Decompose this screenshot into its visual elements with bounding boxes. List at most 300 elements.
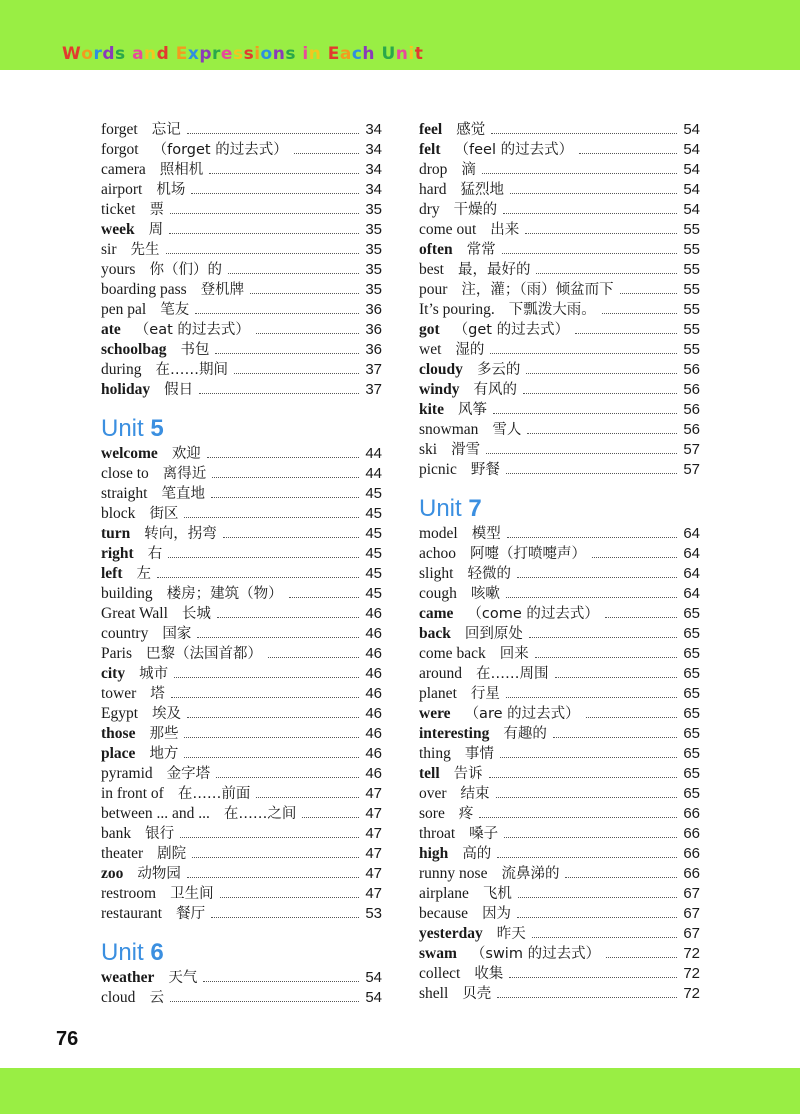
entry-meaning: 机场 [156, 182, 186, 198]
dot-leader [490, 352, 677, 354]
entry-meaning: 笔直地 [161, 486, 205, 502]
vocabulary-entry [419, 604, 700, 624]
entry-meaning: （forget 的过去式） [152, 142, 288, 158]
entry-word: ticket [101, 201, 136, 218]
entry-meaning: 飞机 [482, 886, 512, 902]
dot-leader [215, 352, 359, 354]
dot-leader [555, 676, 678, 678]
vocabulary-entry [101, 360, 382, 380]
dot-leader [509, 976, 677, 978]
entry-meaning: 动物园 [137, 866, 181, 882]
vocabulary-entry [101, 240, 382, 260]
entry-word: week [101, 221, 135, 238]
unit-number: 6 [143, 939, 164, 966]
entry-meaning: 模型 [471, 526, 501, 542]
entry-meaning: 塔 [150, 686, 165, 702]
entry-page-number: 67 [683, 885, 700, 902]
entry-meaning: 流鼻涕的 [501, 866, 560, 882]
vocabulary-entry [419, 624, 700, 644]
vocabulary-entry [419, 864, 700, 884]
vocabulary-entry [101, 200, 382, 220]
entry-page-number: 55 [683, 281, 700, 298]
entry-meaning: 欢迎 [171, 446, 201, 462]
dot-leader [525, 232, 677, 234]
entry-word: got [419, 321, 440, 338]
dot-leader [482, 172, 677, 174]
entry-meaning: 周 [148, 222, 164, 238]
entry-meaning: 金字塔 [166, 766, 211, 782]
dot-leader [197, 636, 359, 638]
entry-page-number: 57 [683, 461, 700, 478]
vocabulary-entry [101, 380, 382, 400]
entry-meaning: 回来 [499, 646, 529, 662]
vocabulary-entry [419, 724, 700, 744]
unit-number: 7 [461, 495, 482, 522]
page-banner-title [62, 44, 423, 64]
dot-leader [497, 856, 677, 858]
entry-page-number: 67 [683, 905, 700, 922]
vocabulary-entry [419, 904, 700, 924]
entry-meaning: 干燥的 [453, 202, 498, 218]
entry-meaning: 回到原处 [464, 626, 523, 642]
entry-word: boarding pass [101, 281, 187, 298]
entry-page-number: 66 [683, 825, 700, 842]
entry-word: felt [419, 141, 441, 158]
entry-page-number: 36 [365, 301, 382, 318]
entry-meaning: 转向，拐弯 [144, 526, 217, 542]
entry-page-number: 46 [365, 725, 382, 742]
entry-meaning: 在……期间 [155, 362, 228, 378]
entry-meaning: 多云的 [476, 362, 521, 378]
dot-leader [289, 596, 360, 598]
dot-leader [523, 392, 677, 394]
dot-leader [565, 876, 677, 878]
entry-meaning: 你（们）的 [149, 262, 222, 278]
vocabulary-entry [101, 744, 382, 764]
entry-meaning: 云 [149, 990, 164, 1006]
dot-leader [507, 536, 678, 538]
entry-meaning: 离得近 [162, 466, 207, 482]
dot-leader [228, 272, 359, 274]
entry-meaning: 卫生间 [170, 886, 214, 902]
entry-page-number: 35 [365, 201, 382, 218]
dot-leader [553, 736, 677, 738]
dot-leader [203, 980, 359, 982]
entry-word: close to [101, 465, 149, 482]
vocabulary-entry [101, 340, 382, 360]
vocabulary-entry [101, 320, 382, 340]
dot-leader [479, 816, 677, 818]
entry-page-number: 56 [683, 421, 700, 438]
vocabulary-entry [419, 420, 700, 440]
entry-page-number: 54 [683, 161, 700, 178]
entry-page-number: 55 [683, 221, 700, 238]
entry-page-number: 35 [365, 221, 382, 238]
dot-leader [199, 392, 359, 394]
entry-page-number: 65 [683, 725, 700, 742]
dot-leader [211, 916, 359, 918]
dot-leader [234, 372, 359, 374]
entry-meaning: 出来 [490, 222, 520, 238]
vocabulary-entry [419, 524, 700, 544]
entry-word: building [101, 585, 153, 602]
dot-leader [184, 516, 359, 518]
entry-word: cloud [101, 989, 136, 1006]
vocabulary-entry [419, 684, 700, 704]
vocabulary-entry [419, 120, 700, 140]
entry-word: were [419, 705, 451, 722]
entry-meaning: 因为 [482, 906, 512, 922]
entry-meaning: 告诉 [453, 766, 483, 782]
entry-page-number: 47 [365, 885, 382, 902]
dot-leader [503, 212, 677, 214]
vocabulary-entry [101, 804, 382, 824]
entry-word: ate [101, 321, 121, 338]
dot-leader [526, 372, 677, 374]
entry-word: between ... and ... [101, 805, 210, 822]
dot-leader [211, 496, 359, 498]
entry-page-number: 56 [683, 401, 700, 418]
entry-word: pyramid [101, 765, 153, 782]
entry-meaning: 下瓢泼大雨。 [508, 302, 596, 318]
entry-meaning: 感觉 [456, 122, 486, 138]
dot-leader [586, 716, 678, 718]
entry-word: come back [419, 645, 486, 662]
dot-leader [536, 272, 677, 274]
vocabulary-entry [419, 460, 700, 480]
entry-page-number: 45 [365, 505, 382, 522]
vocabulary-entry [419, 200, 700, 220]
vocabulary-entry [101, 524, 382, 544]
entry-word: ski [419, 441, 438, 458]
entry-page-number: 46 [365, 705, 382, 722]
entry-page-number: 34 [365, 141, 382, 158]
entry-meaning: 剧院 [157, 846, 187, 862]
entry-page-number: 56 [683, 381, 700, 398]
entry-word: right [101, 545, 134, 562]
entry-page-number: 66 [683, 845, 700, 862]
entry-word: around [419, 665, 463, 682]
entry-word: dry [419, 201, 440, 218]
dot-leader [504, 836, 677, 838]
vocabulary-entry [419, 964, 700, 984]
entry-word: zoo [101, 865, 124, 882]
entry-word: welcome [101, 445, 158, 462]
dot-leader [157, 576, 359, 578]
vocabulary-entry [101, 604, 382, 624]
entry-word: Paris [101, 645, 132, 662]
entry-page-number: 36 [365, 341, 382, 358]
vocabulary-entry [101, 864, 382, 884]
vocabulary-entry [101, 464, 382, 484]
vocabulary-entry [101, 584, 382, 604]
entry-page-number: 45 [365, 585, 382, 602]
entry-word: theater [101, 845, 144, 862]
entry-word: pen pal [101, 301, 147, 318]
dot-leader [174, 676, 359, 678]
vocabulary-entry [101, 280, 382, 300]
entry-word: swam [419, 945, 457, 962]
entry-word: left [101, 565, 123, 582]
entry-page-number: 55 [683, 341, 700, 358]
entry-word: Egypt [101, 705, 139, 722]
dot-leader [250, 292, 359, 294]
vocabulary-entry [101, 300, 382, 320]
dot-leader [506, 696, 677, 698]
vocabulary-entry [419, 544, 700, 564]
entry-page-number: 45 [365, 525, 382, 542]
entry-page-number: 47 [365, 805, 382, 822]
entry-word: feel [419, 121, 443, 138]
dot-leader [493, 412, 677, 414]
vocabulary-entry [419, 564, 700, 584]
entry-page-number: 34 [365, 181, 382, 198]
dot-leader [223, 536, 360, 538]
entry-page-number: 72 [683, 965, 700, 982]
dot-leader [209, 172, 359, 174]
entry-page-number: 54 [683, 121, 700, 138]
entry-word: came [419, 605, 454, 622]
entry-meaning: 雪人 [492, 422, 522, 438]
vocabulary-entry [101, 988, 382, 1008]
dot-leader [575, 332, 677, 334]
dot-leader [216, 776, 359, 778]
unit-label: Unit [101, 415, 144, 442]
vocabulary-entry [419, 664, 700, 684]
entry-page-number: 55 [683, 321, 700, 338]
entry-word: cloudy [419, 361, 463, 378]
vocabulary-entry [101, 824, 382, 844]
entry-meaning: 票 [149, 202, 164, 218]
vocabulary-entry [101, 884, 382, 904]
dot-leader [207, 456, 360, 458]
vocabulary-entry [419, 644, 700, 664]
vocabulary-entry [101, 784, 382, 804]
entry-meaning: 嗓子 [469, 826, 499, 842]
entry-page-number: 34 [365, 161, 382, 178]
dot-leader [166, 252, 360, 254]
dot-leader [294, 152, 360, 154]
entry-page-number: 64 [683, 565, 700, 582]
entry-word: straight [101, 485, 148, 502]
dot-leader [517, 576, 677, 578]
entry-meaning: 街区 [149, 506, 179, 522]
dot-leader [579, 152, 677, 154]
vocabulary-entry [419, 844, 700, 864]
entry-meaning: 巴黎（法国首都） [146, 646, 262, 662]
entry-word: turn [101, 525, 131, 542]
entry-word: model [419, 525, 458, 542]
entry-word: block [101, 505, 136, 522]
entry-page-number: 37 [365, 361, 382, 378]
dot-leader [592, 556, 677, 558]
entry-word: It’s pouring. [419, 301, 495, 318]
entry-word: holiday [101, 381, 151, 398]
entry-page-number: 55 [683, 241, 700, 258]
entry-page-number: 65 [683, 605, 700, 622]
entry-page-number: 55 [683, 261, 700, 278]
entry-meaning: 最，最好的 [457, 262, 531, 278]
entry-meaning: 疼 [458, 806, 474, 822]
entry-page-number: 35 [365, 261, 382, 278]
vocabulary-entry [419, 380, 700, 400]
vocabulary-entry [419, 360, 700, 380]
dot-leader [256, 796, 359, 798]
entry-word: forgot [101, 141, 139, 158]
entry-meaning: 忘记 [151, 122, 181, 138]
entry-meaning: 野餐 [470, 462, 500, 478]
unit-heading [101, 938, 382, 968]
entry-page-number: 36 [365, 321, 382, 338]
entry-meaning: （get 的过去式） [453, 322, 570, 338]
entry-word: during [101, 361, 142, 378]
entry-meaning: 有风的 [473, 382, 517, 398]
entry-page-number: 47 [365, 785, 382, 802]
entry-word: yours [101, 261, 136, 278]
vocabulary-entry [101, 484, 382, 504]
vocabulary-entry [101, 684, 382, 704]
entry-meaning: （come 的过去式） [467, 606, 599, 622]
dot-leader [170, 212, 359, 214]
entry-page-number: 66 [683, 865, 700, 882]
entry-meaning: 常常 [466, 242, 496, 258]
entry-meaning: 结束 [460, 786, 490, 802]
entry-meaning: 在……前面 [177, 786, 251, 802]
entry-page-number: 54 [683, 141, 700, 158]
entry-word: picnic [419, 461, 457, 478]
dot-leader [500, 756, 677, 758]
entry-word: airport [101, 181, 143, 198]
dot-leader [169, 232, 359, 234]
entry-page-number: 64 [683, 585, 700, 602]
entry-meaning: 左 [136, 566, 152, 582]
entry-meaning: 餐厅 [176, 906, 206, 922]
entry-page-number: 64 [683, 545, 700, 562]
vocabulary-entry [101, 140, 382, 160]
entry-word: planet [419, 685, 457, 702]
entry-word: city [101, 665, 126, 682]
entry-meaning: 天气 [168, 970, 198, 986]
entry-word: tower [101, 685, 137, 702]
entry-word: shell [419, 985, 449, 1002]
dot-leader [184, 736, 359, 738]
entry-word: Great Wall [101, 605, 168, 622]
entry-page-number: 54 [683, 201, 700, 218]
entry-word: those [101, 725, 136, 742]
entry-word: interesting [419, 725, 490, 742]
dot-leader [268, 656, 359, 658]
vocabulary-entry [419, 704, 700, 724]
dot-leader [486, 452, 677, 454]
dot-leader [491, 132, 677, 134]
vocabulary-entry [101, 724, 382, 744]
unit-label: Unit [101, 939, 144, 966]
entry-page-number: 65 [683, 665, 700, 682]
entry-meaning: 贝壳 [462, 986, 492, 1002]
entry-meaning: 滴 [461, 162, 476, 178]
entry-word: collect [419, 965, 461, 982]
entry-page-number: 65 [683, 745, 700, 762]
dot-leader [192, 856, 359, 858]
entry-page-number: 54 [683, 181, 700, 198]
footer-bar [0, 1068, 800, 1114]
vocabulary-entry [419, 340, 700, 360]
entry-meaning: 阿嚏（打喷嚏声） [470, 546, 587, 562]
entry-meaning: 轻微的 [467, 566, 511, 582]
entry-word: schoolbag [101, 341, 167, 358]
entry-word: bank [101, 825, 132, 842]
vocabulary-entry [101, 904, 382, 924]
entry-meaning: 先生 [130, 242, 160, 258]
vocabulary-entry [419, 180, 700, 200]
entry-word: in front of [101, 785, 164, 802]
entry-word: often [419, 241, 453, 258]
entry-meaning: 城市 [139, 666, 169, 682]
dot-leader [171, 696, 360, 698]
entry-page-number: 46 [365, 665, 382, 682]
entry-page-number: 35 [365, 241, 382, 258]
entry-meaning: 高的 [462, 846, 492, 862]
entry-page-number: 45 [365, 545, 382, 562]
entry-meaning: 假日 [164, 382, 194, 398]
vocabulary-entry [419, 924, 700, 944]
entry-meaning: 地方 [149, 746, 179, 762]
vocabulary-entry [419, 400, 700, 420]
vocabulary-entry [419, 300, 700, 320]
entry-page-number: 67 [683, 925, 700, 942]
entry-page-number: 66 [683, 805, 700, 822]
entry-page-number: 46 [365, 765, 382, 782]
entry-meaning: 照相机 [159, 162, 204, 178]
entry-word: kite [419, 401, 444, 418]
vocabulary-entry [419, 984, 700, 1004]
entry-page-number: 44 [365, 465, 382, 482]
dot-leader [620, 292, 678, 294]
dot-leader [496, 796, 678, 798]
entry-page-number: 65 [683, 705, 700, 722]
dot-leader [195, 312, 359, 314]
dot-leader [217, 616, 359, 618]
entry-word: windy [419, 381, 460, 398]
page-number: 76 [56, 1028, 79, 1050]
vocabulary-entry [101, 624, 382, 644]
dot-leader [168, 556, 359, 558]
dot-leader [517, 916, 677, 918]
vocabulary-entry [101, 564, 382, 584]
entry-word: achoo [419, 545, 457, 562]
unit-label: Unit [419, 495, 462, 522]
dot-leader [518, 896, 677, 898]
entry-meaning: 国家 [162, 626, 192, 642]
entry-word: airplane [419, 885, 469, 902]
vocabulary-entry [419, 280, 700, 300]
entry-meaning: （are 的过去式） [464, 706, 580, 722]
entry-word: wet [419, 341, 442, 358]
dot-leader [187, 132, 360, 134]
dot-leader [602, 312, 678, 314]
vocabulary-entry [101, 444, 382, 464]
entry-page-number: 56 [683, 361, 700, 378]
entry-page-number: 46 [365, 685, 382, 702]
entry-page-number: 34 [365, 121, 382, 138]
vocabulary-entry [101, 968, 382, 988]
entry-meaning: 长城 [181, 606, 211, 622]
dot-leader [510, 192, 677, 194]
dot-leader [212, 476, 359, 478]
entry-meaning: 咳嗽 [470, 586, 500, 602]
entry-meaning: （feel 的过去式） [454, 142, 574, 158]
vocabulary-entry [419, 320, 700, 340]
